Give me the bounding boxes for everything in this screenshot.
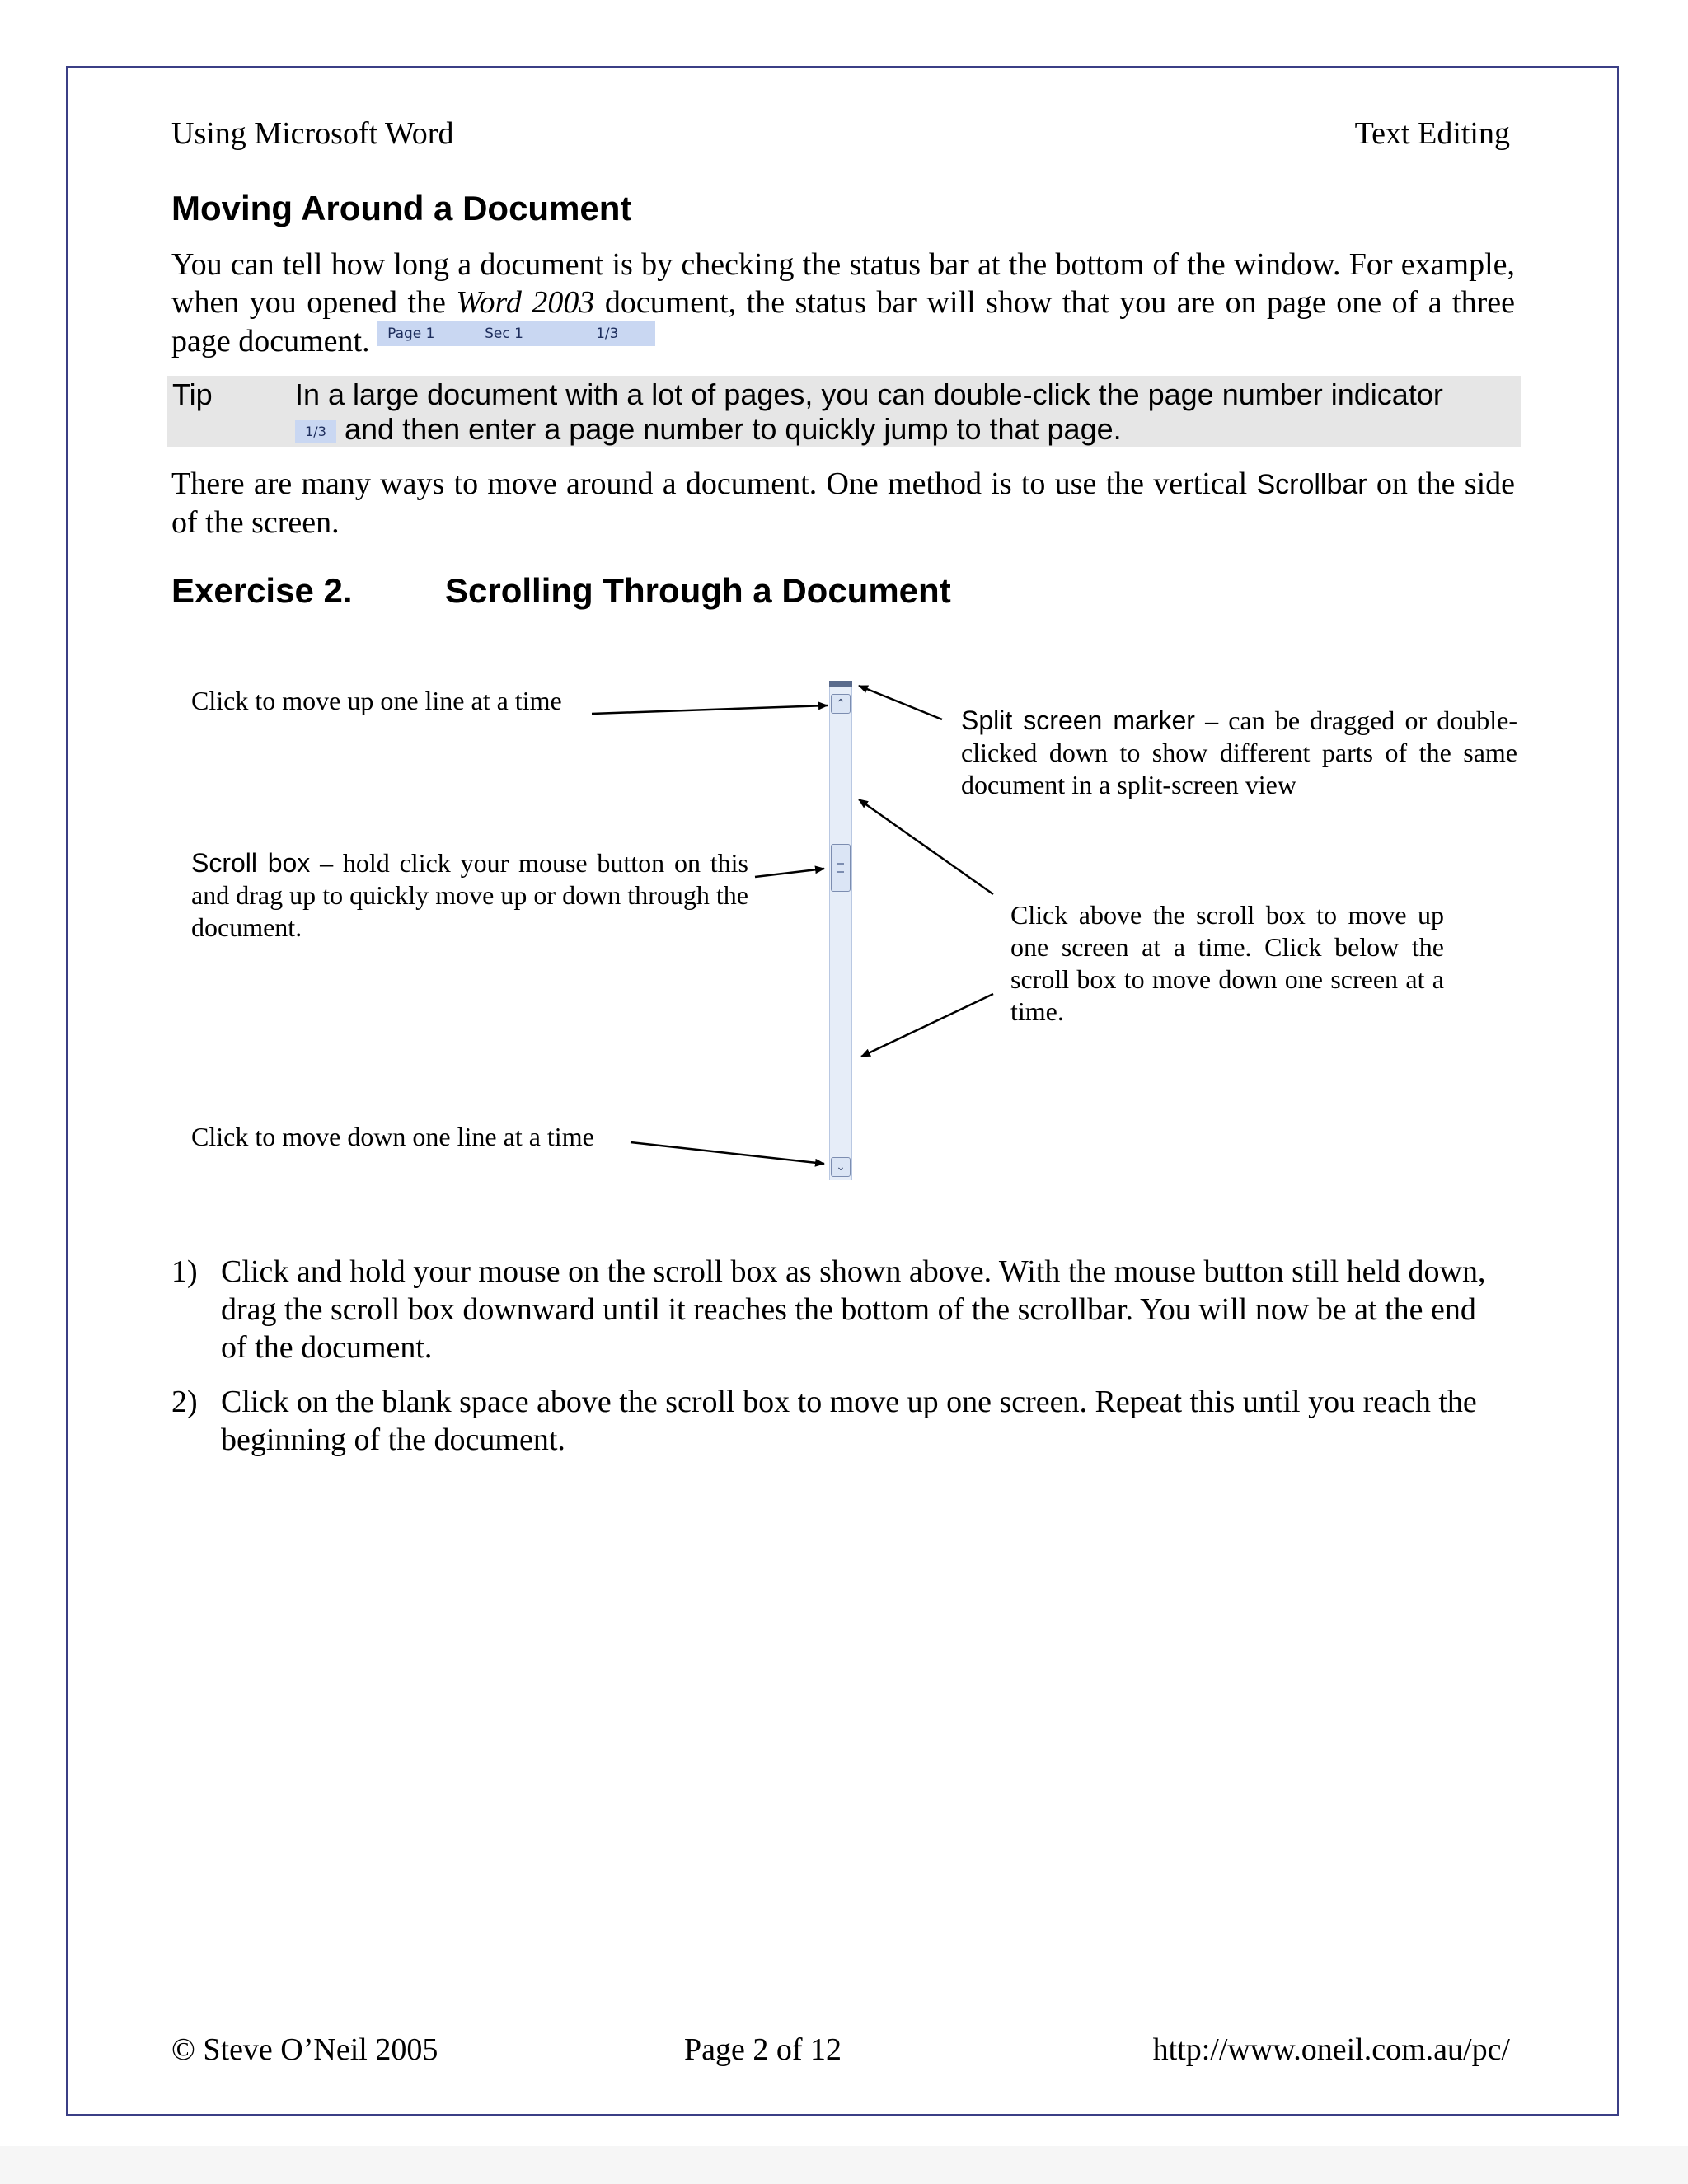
step-number: 1) [171,1254,198,1289]
exercise-number: Exercise 2. [171,571,353,610]
arrow-down-line [631,1142,824,1164]
list-item [171,1383,1523,1459]
split-desc: – can be dragged or double-clicked down to show different parts of the same document in a split-screen view [961,705,1518,799]
header-right: Text Editing [1354,116,1510,151]
tip-label: Tip [172,377,213,411]
split-term: Split screen marker [961,705,1195,735]
exercise-title: Scrolling Through a Document [445,571,951,610]
intro-text-b: document, the status bar will show that you are on page one of a three page document. [171,285,1515,359]
scrollbox-desc: – hold click your mouse button on this and drag up to quickly move up or down through the document. [191,848,749,942]
chevron-down-icon: ⌄ [836,1160,846,1174]
section-heading: Moving Around a Document [171,189,632,227]
chevron-up-icon: ⌃ [836,697,846,710]
step-text: Click on the blank space above the scroll box to move up one screen. Repeat this until you reach the beginning of the document. [221,1385,1477,1457]
arrow-click-above [859,799,993,894]
callout-click-above: Click above the scroll box to move up one screen at a time. Click below the scroll box to move down one screen at a time. [1010,900,1444,1026]
footer-page-number: Page 2 of 12 [684,2032,842,2067]
step-text: Click and hold your mouse on the scroll box as shown above. With the mouse button still held down, drag the scroll box downward until it reaches the bottom of the scrollbar. You will now be at the end of the document. [221,1254,1486,1365]
arrow-up-line [592,705,828,714]
intro-italic: Word 2003 [456,285,595,320]
arrow-click-below [861,994,993,1057]
footer-url[interactable]: http://www.oneil.com.au/pc/ [1152,2032,1510,2067]
statusbar-count: 1/3 [596,326,619,342]
arrow-split-marker [859,686,942,719]
statusbar-sec: Sec 1 [485,326,523,342]
tip-line-1: In a large document with a lot of pages, you can double-click the page number indicator [295,377,1443,411]
step-number: 2) [171,1385,198,1419]
tip-text-b: and then enter a page number to quickly jump to that page. [345,412,1122,446]
header-left: Using Microsoft Word [171,116,454,151]
footer-copyright: © Steve O’Neil 2005 [171,2032,438,2067]
list-item [171,1253,1523,1368]
scrollbox-term: Scroll box [191,848,311,878]
para2-text-b: on the side of the screen. [171,466,1515,540]
callout-down-line: Click to move down one line at a time [191,1122,594,1151]
callout-up-line: Click to move up one line at a time [191,686,562,715]
page-number-indicator: 1/3 [295,420,336,443]
arrow-scroll-box [755,869,824,877]
statusbar-page: Page 1 [387,326,435,342]
scrollbar-term: Scrollbar [1256,469,1367,500]
para2-text-a: There are many ways to move around a document. One method is to use the vertical [171,466,1257,501]
intro-text-a: You can tell how long a document is by checking the status bar at the bottom of the window. For example, when you opened the [171,247,1515,320]
